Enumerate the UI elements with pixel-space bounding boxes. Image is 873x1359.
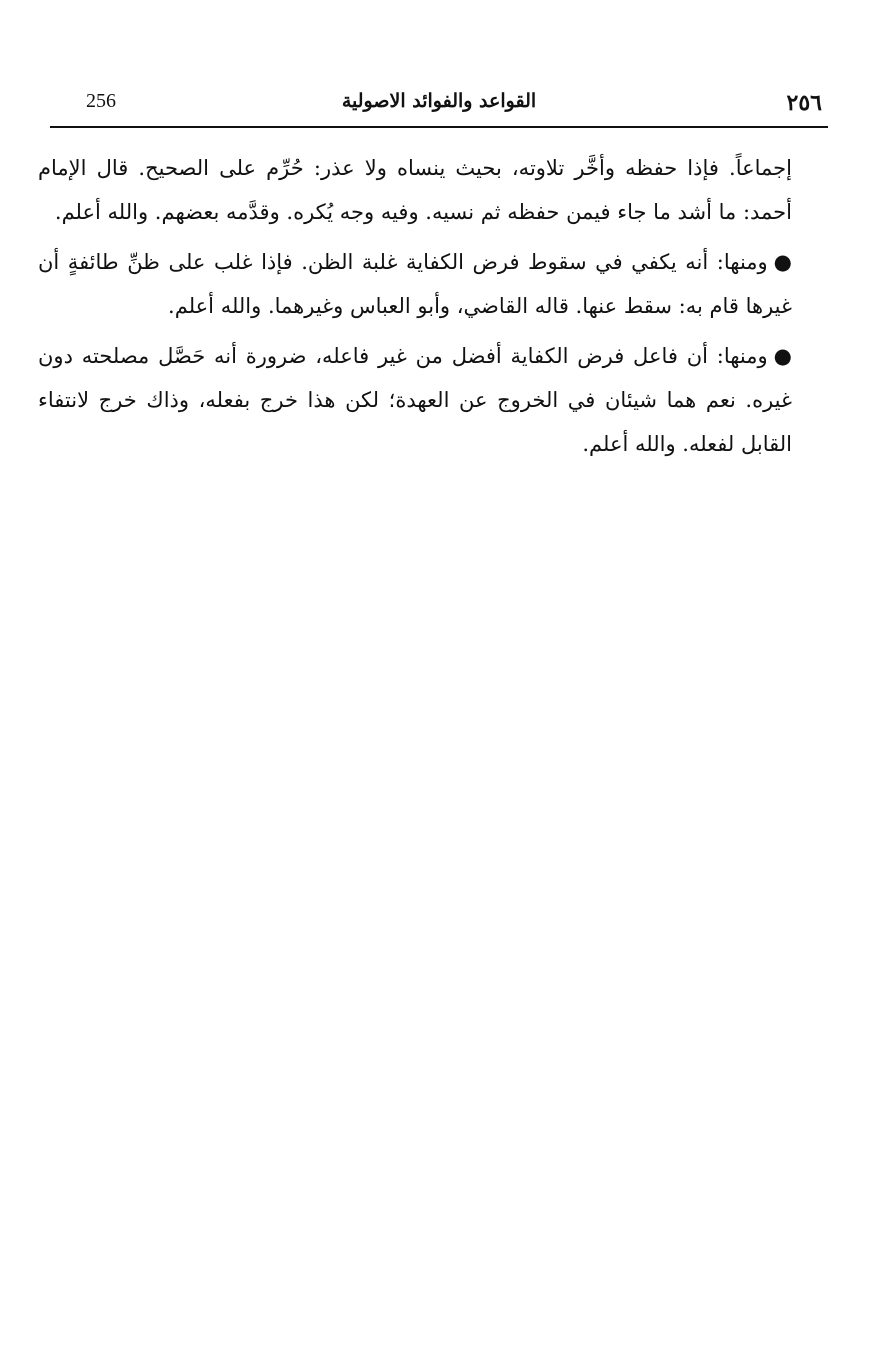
paragraph — [38, 240, 792, 328]
running-title: القواعد والفوائد الاصولية — [341, 90, 537, 112]
bullet-icon: ● — [773, 344, 792, 368]
paragraph — [38, 334, 792, 466]
header-divider — [50, 126, 828, 128]
paragraph-text: ومنها: أن فاعل فرض الكفاية أفضل من غير فاعله، ضرورة أنه حَصَّل مصلحته دون غيره. نعم هما شيئان في الخروج عن العهدة؛ لكن هذا خرج بفعله، وذاك خرج لانتفاء القابل لفعله. والله أعلم. — [38, 344, 792, 456]
page-number-arabic: ٢٥٦ — [786, 90, 822, 116]
paragraph-text: إجماعاً. فإذا حفظه وأخَّر تلاوته، بحيث ينساه ولا عذر: حُرِّم على الصحيح. قال الإمام أحمد: ما أشد ما جاء فيمن حفظه ثم نسيه. وفيه وجه يُكره. وقدَّمه بعضهم. والله أعلم. — [38, 156, 792, 224]
paragraph-text: ومنها: أنه يكفي في سقوط فرض الكفاية غلبة الظن. فإذا غلب على ظنِّ طائفةٍ أن غيرها قام به: سقط عنها. قاله القاضي، وأبو العباس وغيرهما. والله أعلم. — [38, 250, 792, 318]
paragraph — [38, 146, 792, 234]
page-number-latin: 256 — [86, 90, 116, 112]
page-header — [50, 84, 828, 124]
bullet-icon: ● — [773, 250, 792, 274]
body-text — [38, 146, 792, 472]
